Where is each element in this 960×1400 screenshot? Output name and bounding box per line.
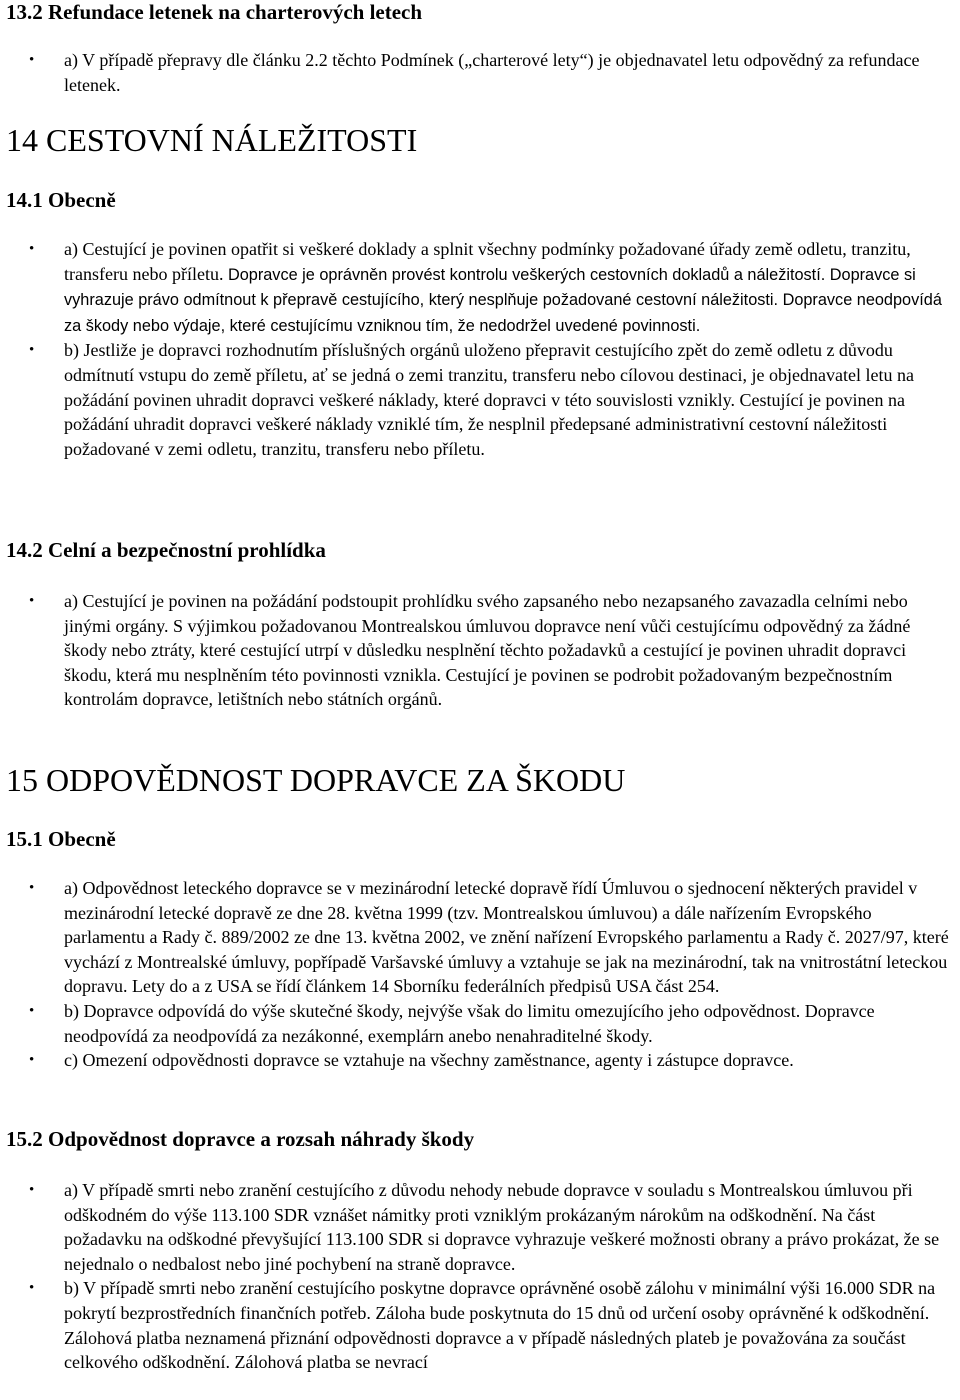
list-item: • c) Omezení odpovědnosti dopravce se vztahuje na všechny zaměstnance, agenty i zástupce dopravce.: [0, 1048, 960, 1073]
list-item: • a) Odpovědnost leteckého dopravce se v mezinárodní letecké dopravě řídí Úmluvou o sjednocení některých pravidel v mezinárodní letecké dopravě ze dne 28. května 1999 (tzv. Montrealskou úmluvou) a dále nařízením Evropského parlamentu a Rady č. 889/2002 ze dne 13. května 2002, ve znění nařízení Evropského parlamentu a Rady č. 2027/97, které vychází z Montrealské úmluvy, popřípadě Varšavské úmluvy a vztahuje se jak na mezinárodní, tak na vnitrostátní leteckou dopravu. Lety do a z USA se řídí článkem 14 Sborníku federálních předpisů USA část 254.: [0, 876, 960, 999]
heading-15-1: 15.1 Obecně: [6, 827, 116, 851]
list-item: • a) Cestující je povinen na požádání podstoupit prohlídku svého zapsaného nebo nezapsaného zavazadla celními nebo jinými orgány. S výjimkou požadovanou Montrealskou úmluvou dopravce není vůči cestujícímu odpovědný za žádné škody nebo ztráty, které cestující utrpí v důsledku nesplnění těchto požadavků a cestující je povinen uhradit dopravci škodu, která mu nesplněním této povinnosti vznikla. Cestující je povinen se podrobit požadovaným bezpečnostním kontrolám dopravce, letištních nebo státních orgánů.: [0, 589, 960, 712]
list-13-2: [0, 48, 960, 97]
list-item: • b) V případě smrti nebo zranění cestujícího poskytne dopravce oprávněné osobě zálohu v minimální výši 16.000 SDR na pokrytí bezprostředních finančních potřeb. Záloha bude poskytnuta do 15 dnů od určení osoby oprávněné k odškodnění. Zálohová platba neznamená přiznání odpovědnosti dopravce a v případě následných plateb je považována za součást celkového odškodnění. Zálohová platba se nevrací: [0, 1276, 960, 1374]
list-15-1: [0, 876, 960, 1073]
list-item: • b) Dopravce odpovídá do výše skutečné škody, nejvýše však do limitu omezujícího jeho odpovědnost. Dopravce neodpovídá za neodpovídá za nezákonné, exemplárn anebo nenahraditelné škody.: [0, 999, 960, 1048]
list-item: • a) V případě smrti nebo zranění cestujícího z důvodu nehody nebude dopravce v souladu s Montrealskou úmluvou při odškodném do výše 113.100 SDR vznášet námitky proti vzniklým prokázaným nárokům na odškodnění. Na část požadavku na odškodné převyšující 113.100 SDR si dopravce vyhrazuje veškeré možnosti obrany a právo prokázat, že se nejednalo o nedbalost nebo jiné pochybení na straně dopravce.: [0, 1178, 960, 1276]
heading-15-2: 15.2 Odpovědnost dopravce a rozsah náhrady škody: [6, 1127, 475, 1151]
list-item: • b) Jestliže je dopravci rozhodnutím příslušných orgánů uloženo přepravit cestujícího zpět do země odletu z důvodu odmítnutí vstupu do země příletu, ať se jedná o zemi tranzitu, transferu nebo cílovou destinaci, je objednavatel letu na požádání povinen uhradit dopravci veškeré náklady, které dopravci v této souvislosti vznikly. Cestující je povinen na požádání uhradit dopravci veškeré náklady vzniklé tím, že nesplnil předepsané administrativní cestovní náležitosti požadované v zemi odletu, tranzitu, transferu nebo příletu.: [0, 338, 960, 461]
heading-14-2: 14.2 Celní a bezpečnostní prohlídka: [6, 538, 326, 562]
heading-14-1: 14.1 Obecně: [6, 188, 116, 212]
heading-14: 14 CESTOVNÍ NÁLEŽITOSTI: [6, 122, 418, 158]
list-item: • a) Cestující je povinen opatřit si veškeré doklady a splnit všechny podmínky požadované úřady země odletu, tranzitu, transferu nebo příletu. Dopravce je oprávněn provést kontrolu veškerých cestovních dokladů a náležitostí. Dopravce si vyhrazuje právo odmítnout k přepravě cestujícího, který nesplňuje požadované cestovní náležitosti. Dopravce neodpovídá za škody nebo výdaje, které cestujícímu vzniknou tím, že nedodržel uvedené povinnosti.: [0, 237, 960, 338]
heading-15: 15 ODPOVĚDNOST DOPRAVCE ZA ŠKODU: [6, 762, 626, 798]
list-15-2: [0, 1178, 960, 1375]
heading-13-2: 13.2 Refundace letenek na charterových letech: [6, 0, 423, 24]
list-14-1: [0, 237, 960, 461]
list-14-2: [0, 589, 960, 712]
list-item: • a) V případě přepravy dle článku 2.2 těchto Podmínek („charterové lety“) je objednavatel letu odpovědný za refundace letenek.: [0, 48, 960, 97]
